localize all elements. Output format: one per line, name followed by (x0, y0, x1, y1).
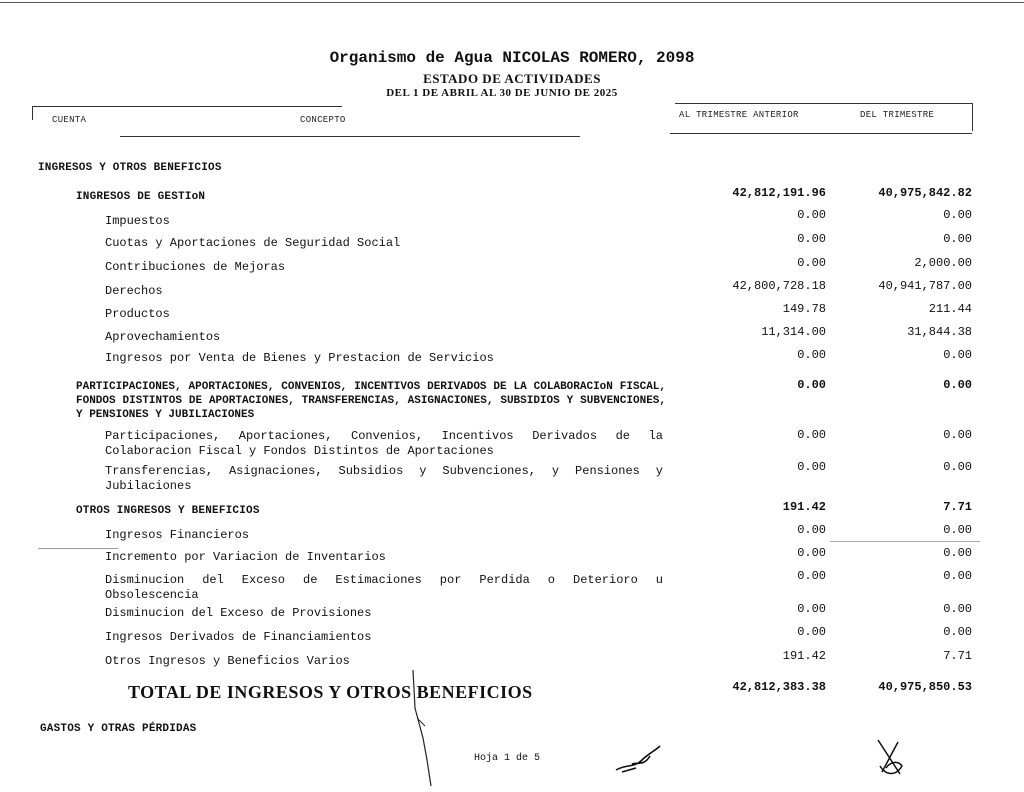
group-total-prev: 42,812,191.96 (732, 186, 826, 200)
row-label: Derechos (105, 284, 163, 298)
group-total-curr: 0.00 (943, 378, 972, 392)
row-curr: 40,941,787.00 (878, 279, 972, 293)
row-curr: 0.00 (943, 208, 972, 222)
pen-stroke-mark (405, 668, 445, 788)
row-prev: 0.00 (797, 523, 826, 537)
row-curr: 0.00 (943, 523, 972, 537)
grand-total-label: TOTAL DE INGRESOS Y OTROS BENEFICIOS (128, 682, 533, 702)
row-label: Transferencias, Asignaciones, Subsidios y Subvenciones, y Pensiones y Jubilaciones (105, 464, 663, 493)
group-total-prev: 0.00 (797, 378, 826, 392)
row-label: Cuotas y Aportaciones de Seguridad Social (105, 236, 401, 250)
section-heading-gastos: GASTOS Y OTRAS PÉRDIDAS (40, 723, 197, 735)
row-label: Aprovechamientos (105, 330, 221, 344)
signature-icon (872, 736, 908, 780)
row-prev: 42,800,728.18 (732, 279, 826, 293)
row-label: Disminucion del Exceso de Estimaciones por Perdida o Deterioro u Obsolescencia (105, 573, 663, 602)
row-curr: 0.00 (943, 428, 972, 442)
signature-icon (612, 742, 664, 776)
report-title: ESTADO DE ACTIVIDADES (423, 71, 601, 86)
row-prev: 0.00 (797, 232, 826, 246)
group-total-prev: 191.42 (782, 500, 826, 514)
row-prev: 149.78 (782, 302, 826, 316)
row-prev: 0.00 (797, 428, 826, 442)
row-curr: 0.00 (943, 348, 972, 362)
row-prev: 0.00 (797, 348, 826, 362)
row-prev: 0.00 (797, 602, 826, 616)
row-label: Contribuciones de Mejoras (105, 260, 286, 274)
row-label: Incremento por Variacion de Inventarios (105, 550, 386, 564)
row-prev: 191.42 (782, 649, 826, 663)
row-curr: 0.00 (943, 232, 972, 246)
column-header-prev-quarter: AL TRIMESTRE ANTERIOR (679, 110, 799, 120)
row-prev: 0.00 (797, 460, 826, 474)
row-label: Impuestos (105, 214, 170, 228)
page-number: Hoja 1 de 5 (474, 753, 541, 764)
row-curr: 0.00 (943, 625, 972, 639)
row-label: Participaciones, Aportaciones, Convenios, Incentivos Derivados de la Colaboracion Fiscal y Fondos Distintos de Aportaciones (105, 429, 663, 458)
group-total-curr: 40,975,842.82 (878, 186, 972, 200)
group-total-curr: 7.71 (943, 500, 972, 514)
report-period: DEL 1 DE ABRIL AL 30 DE JUNIO DE 2025 (386, 87, 618, 99)
grand-total-prev: 42,812,383.38 (732, 680, 826, 694)
row-curr: 0.00 (943, 460, 972, 474)
row-prev: 11,314.00 (761, 325, 826, 339)
row-prev: 0.00 (797, 569, 826, 583)
group-heading-participaciones: PARTICIPACIONES, APORTACIONES, CONVENIOS, INCENTIVOS DERIVADOS DE LA COLABORACIoN FISCAL, FONDOS DISTINTOS DE APORTACIONES, TRANSFERENCIAS, ASIGNACIONES, SUBSIDIOS Y SUBVENCIONES, Y PENSIONES Y JUBILIACIONES (76, 381, 666, 421)
column-header-cuenta: CUENTA (52, 115, 87, 125)
row-curr: 2,000.00 (914, 256, 972, 270)
row-curr: 0.00 (943, 569, 972, 583)
row-curr: 0.00 (943, 546, 972, 560)
row-label: Ingresos por Venta de Bienes y Prestacion de Servicios (105, 351, 494, 365)
group-heading-otros: OTROS INGRESOS Y BENEFICIOS (76, 505, 260, 517)
row-curr: 7.71 (943, 649, 972, 663)
row-curr: 31,844.38 (907, 325, 972, 339)
row-label: Otros Ingresos y Beneficios Varios (105, 654, 350, 668)
row-label: Disminucion del Exceso de Provisiones (105, 606, 372, 620)
row-curr: 0.00 (943, 602, 972, 616)
grand-total-curr: 40,975,850.53 (878, 680, 972, 694)
row-prev: 0.00 (797, 256, 826, 270)
section-heading-ingresos: INGRESOS Y OTROS BENEFICIOS (38, 162, 222, 174)
column-header-curr-quarter: DEL TRIMESTRE (860, 110, 935, 120)
row-label: Ingresos Financieros (105, 528, 250, 542)
scan-noise (830, 541, 980, 542)
row-prev: 0.00 (797, 546, 826, 560)
row-prev: 0.00 (797, 208, 826, 222)
row-curr: 211.44 (928, 302, 972, 316)
group-heading-gestion: INGRESOS DE GESTIoN (76, 191, 206, 203)
row-label: Productos (105, 307, 170, 321)
scan-noise (38, 548, 118, 549)
row-prev: 0.00 (797, 625, 826, 639)
column-header-concepto: CONCEPTO (300, 115, 346, 125)
row-label: Ingresos Derivados de Financiamientos (105, 630, 372, 644)
report-entity-title: Organismo de Agua NICOLAS ROMERO, 2098 (329, 49, 695, 67)
